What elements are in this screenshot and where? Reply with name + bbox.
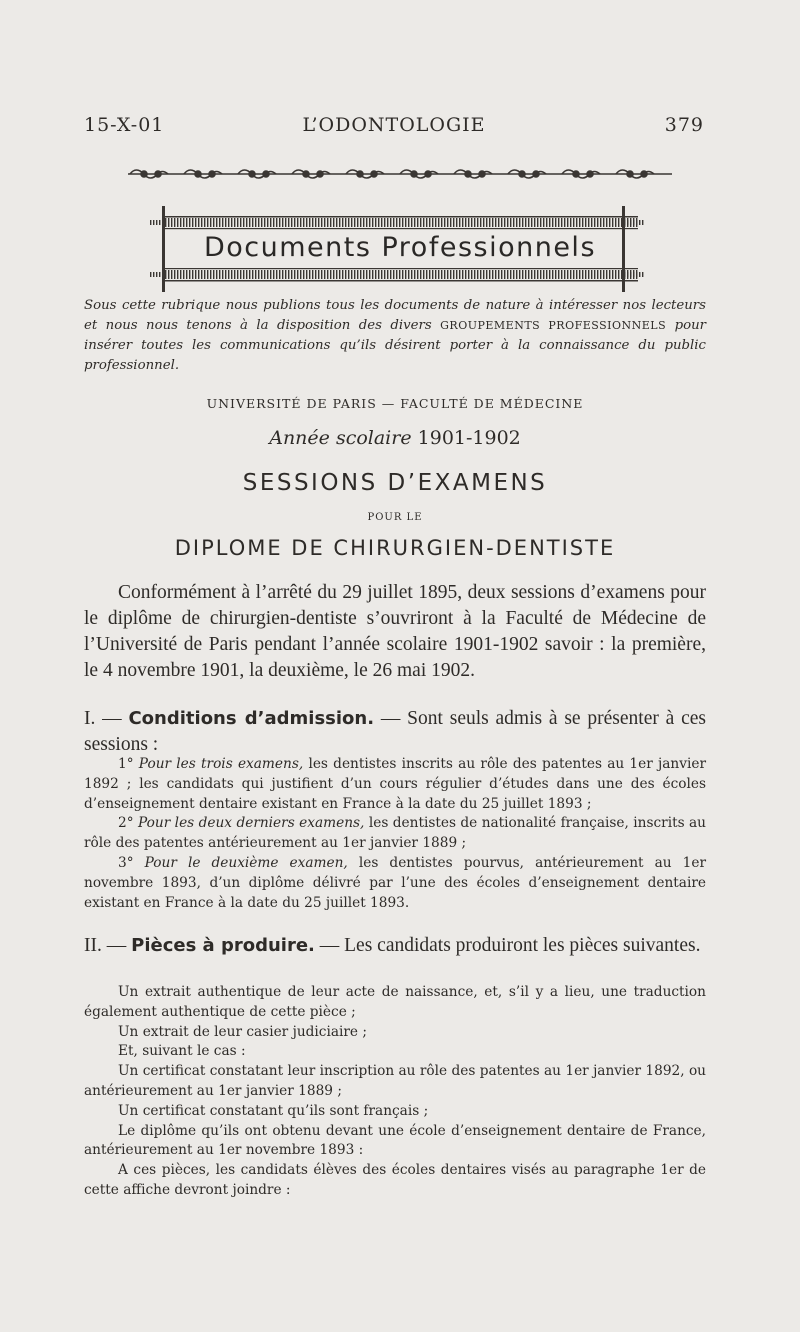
intro-smallcaps: GROUPEMENTS PROFESSIONNELS xyxy=(440,319,667,332)
section-1-list xyxy=(84,755,706,913)
section-2-intro: — Les candidats produiront les pièces suivantes. xyxy=(314,935,701,956)
university-line: UNIVERSITÉ DE PARIS — FACULTÉ DE MÉDECINE xyxy=(206,396,584,411)
intro-paragraph xyxy=(84,296,706,376)
list-item: A ces pièces, les candidats élèves des écoles dentaires visés au paragraphe 1er de cette affiche devront joindre : xyxy=(84,1162,706,1198)
section-2-number: II. — xyxy=(84,935,132,956)
section-1-title: Conditions d’admission. xyxy=(128,708,375,729)
intro-text-2: pour insérer toutes les communications qu’ils désirent porter à la connaissance du public professionnel. xyxy=(84,318,707,373)
decorative-ornament-rule xyxy=(120,162,680,186)
list-item: Et, suivant le cas : xyxy=(118,1043,246,1060)
banner-title: Documents Professionnels xyxy=(203,232,597,263)
document-title: SESSIONS D’EXAMENS xyxy=(242,470,548,496)
list-item: Un certificat constatant qu’ils sont français ; xyxy=(118,1102,429,1119)
list-item: 2° Pour les deux derniers examens, les dentistes de nationalité française, inscrits au rôle des patentes antérieurement au 1er janvier 1889 ; xyxy=(84,815,706,852)
school-year-label: Année scolaire xyxy=(269,427,412,449)
list-item: Un certificat constatant leur inscription au rôle des patentes au 1er janvier 1892, ou antérieurement au 1er janvier 1889 ; xyxy=(84,1063,706,1099)
school-year-value: 1901-1902 xyxy=(417,427,521,449)
opening-paragraph: Conformément à l’arrêté du 29 juillet 1895, deux sessions d’examens pour le diplôme de chirurgien-dentiste s’ouvriront à la Faculté de Médecine de l’Université de Paris pendant l’année scolaire 1901-1902 savoir : la première, le 4 novembre 1901, la deuxième, le 26 mai 1902. xyxy=(84,582,706,681)
list-item: 1° Pour les trois examens, les dentistes inscrits au rôle des patentes au 1er janvier 1892 ; les candidats qui justifient d’un cours régulier d’études dans une des écoles d’enseignement dentaire existant en France à la date du 25 juillet 1893 ; xyxy=(84,756,706,812)
list-item: 3° Pour le deuxième examen, les dentistes pourvus, antérieurement au 1er novembre 1893, d’un diplôme délivré par l’une des écoles d’enseignement dentaire existant en France à la date du 25 juillet 1893. xyxy=(84,854,707,911)
list-item: Un extrait authentique de leur acte de naissance, et, s’il y a lieu, une traduction également authentique de cette pièce ; xyxy=(84,984,706,1020)
section-1-intro: — Sont seuls admis à se présenter à ces sessions : xyxy=(84,708,706,755)
section-2-title: Pièces à produire. xyxy=(131,935,315,956)
section-banner xyxy=(150,206,650,296)
page-number: 379 xyxy=(664,114,704,136)
section-1-number: I. — xyxy=(84,708,129,729)
issue-date: 15-X-01 xyxy=(84,114,165,136)
section-1-heading xyxy=(84,706,706,758)
school-year xyxy=(84,427,706,449)
list-item: Un extrait de leur casier judiciaire ; xyxy=(118,1023,367,1040)
running-head xyxy=(84,114,704,142)
document-subtitle: DIPLOME DE CHIRURGIEN-DENTISTE xyxy=(174,536,616,560)
list-item: Le diplôme qu’ils ont obtenu devant une école d’enseignement dentaire de France, antérieurement au 1er novembre 1893 : xyxy=(84,1122,706,1159)
section-2-heading xyxy=(84,933,706,959)
journal-title: L’ODONTOLOGIE xyxy=(302,114,486,136)
intro-text-1: Sous cette rubrique nous publions tous les documents de nature à intéresser nos lecteurs et nous nous tenons à la disposition des divers xyxy=(84,298,706,333)
title-connector: POUR LE xyxy=(367,512,423,523)
section-2-list xyxy=(84,983,706,1201)
